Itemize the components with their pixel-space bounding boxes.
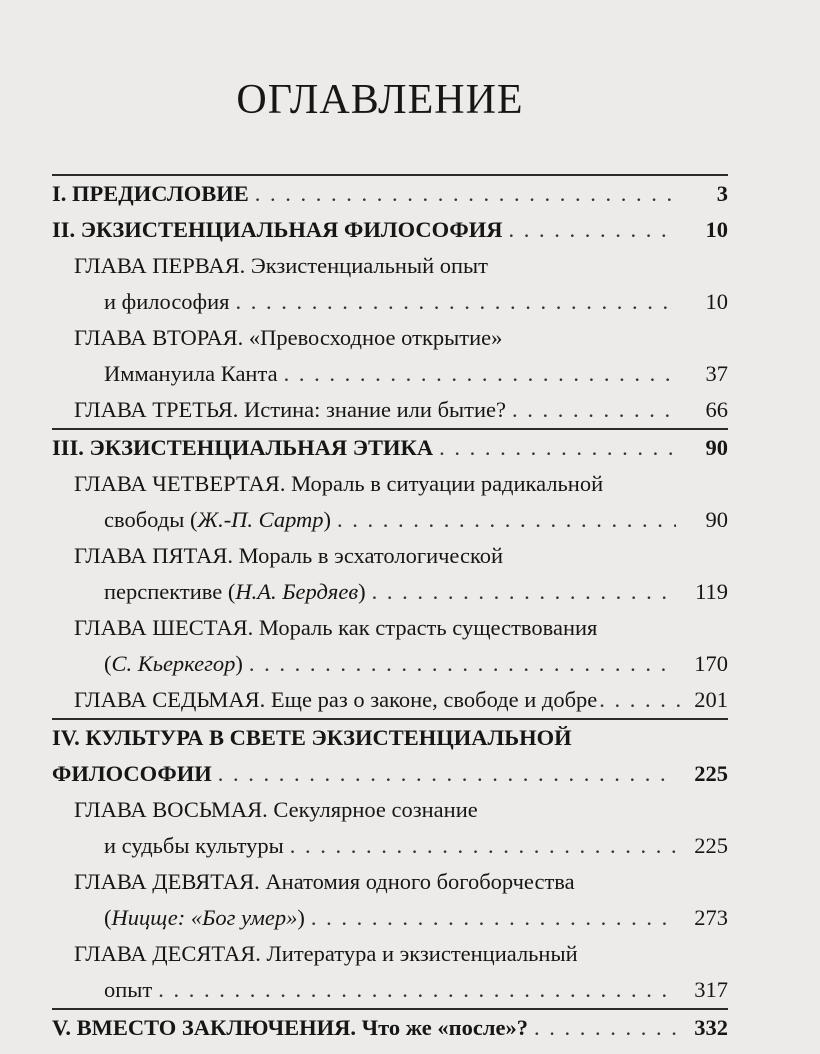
chapter-continuation-line bbox=[52, 646, 728, 682]
chapter-title-continued: опыт bbox=[104, 977, 153, 1002]
page-number: 332 bbox=[694, 1015, 728, 1040]
author-name: Ницще: «Бог умер» bbox=[111, 905, 298, 930]
chapter-title-line bbox=[52, 792, 728, 828]
leader-dots bbox=[284, 356, 676, 392]
leader-dots bbox=[158, 972, 676, 1008]
page-number: 10 bbox=[705, 217, 728, 242]
toc-chapter bbox=[52, 936, 728, 1008]
chapter-continuation-line bbox=[52, 900, 728, 936]
toc-section-row bbox=[52, 1010, 728, 1046]
chapter-continuation-line bbox=[52, 828, 728, 864]
leader-dots bbox=[236, 284, 676, 320]
toc-chapter bbox=[52, 864, 728, 936]
page-number: 90 bbox=[705, 507, 728, 532]
toc-chapter bbox=[52, 682, 728, 718]
leader-dots bbox=[337, 502, 676, 538]
leader-dots bbox=[290, 828, 676, 864]
chapter-title: ГЛАВА ШЕСТАЯ. Мораль как страсть существования bbox=[74, 615, 598, 640]
page-number: 201 bbox=[694, 687, 728, 712]
toc-chapter bbox=[52, 320, 728, 392]
chapter-title-line bbox=[52, 538, 728, 574]
toc-chapter bbox=[52, 466, 728, 538]
chapter-continuation-line bbox=[52, 284, 728, 320]
chapter-title-line bbox=[52, 392, 728, 428]
toc-chapter bbox=[52, 538, 728, 610]
chapter-title: ГЛАВА ТРЕТЬЯ. Истина: знание или бытие? bbox=[74, 397, 506, 422]
page-number: 119 bbox=[695, 579, 728, 604]
chapter-title-continued: свободы (Ж.-П. Сартр) bbox=[104, 507, 332, 532]
chapter-title-continued: и судьбы культуры bbox=[104, 833, 284, 858]
toc-section bbox=[52, 428, 728, 466]
page-title: ОГЛАВЛЕНИЕ bbox=[236, 77, 524, 123]
toc-section-row bbox=[52, 430, 728, 466]
leader-dots bbox=[508, 212, 676, 248]
leader-dots bbox=[311, 900, 676, 936]
toc-section bbox=[52, 212, 728, 248]
chapter-title: ГЛАВА ВОСЬМАЯ. Секулярное сознание bbox=[74, 797, 478, 822]
toc-chapter bbox=[52, 392, 728, 428]
toc-section-row bbox=[52, 176, 728, 212]
leader-dots bbox=[599, 682, 680, 718]
chapter-title: ГЛАВА ДЕСЯТАЯ. Литература и экзистенциальный bbox=[74, 941, 578, 966]
chapter-title-continued: (С. Кьеркегор) bbox=[104, 651, 243, 676]
chapter-continuation-line bbox=[52, 574, 728, 610]
section-title: V. ВМЕСТО ЗАКЛЮЧЕНИЯ. Что же «после»? bbox=[52, 1015, 528, 1040]
toc-section-row-continued bbox=[52, 756, 728, 792]
section-title: IV. КУЛЬТУРА В СВЕТЕ ЭКЗИСТЕНЦИАЛЬНОЙ bbox=[52, 725, 572, 750]
toc-chapter bbox=[52, 248, 728, 320]
section-title-continued: ФИЛОСОФИИ bbox=[52, 761, 212, 786]
author-name: С. Кьеркегор bbox=[111, 651, 236, 676]
leader-dots bbox=[249, 646, 676, 682]
page-number: 273 bbox=[694, 905, 728, 930]
page-number: 225 bbox=[694, 761, 728, 786]
page-number: 317 bbox=[694, 977, 728, 1002]
chapter-title: ГЛАВА ДЕВЯТАЯ. Анатомия одного богоборчества bbox=[74, 869, 575, 894]
chapter-title-line bbox=[52, 936, 728, 972]
author-name: Н.А. Бердяев bbox=[235, 579, 359, 604]
section-title: I. ПРЕДИСЛОВИЕ bbox=[52, 181, 249, 206]
chapter-continuation-line bbox=[52, 502, 728, 538]
page-number: 170 bbox=[694, 651, 728, 676]
page-number: 3 bbox=[716, 181, 728, 206]
chapter-title: ГЛАВА ПЕРВАЯ. Экзистенциальный опыт bbox=[74, 253, 488, 278]
toc-section bbox=[52, 718, 728, 792]
chapter-title-continued: (Ницще: «Бог умер») bbox=[104, 905, 305, 930]
leader-dots bbox=[534, 1010, 676, 1046]
leader-dots bbox=[439, 430, 676, 466]
section-title: II. ЭКЗИСТЕНЦИАЛЬНАЯ ФИЛОСОФИЯ bbox=[52, 217, 503, 242]
chapter-title: ГЛАВА СЕДЬМАЯ. Еще раз о законе, свободе и добре bbox=[74, 687, 598, 712]
leader-dots bbox=[372, 574, 676, 610]
chapter-continuation-line bbox=[52, 972, 728, 1008]
toc-chapter bbox=[52, 792, 728, 864]
toc-section bbox=[52, 174, 728, 212]
chapter-title-line bbox=[52, 248, 728, 284]
page-number: 225 bbox=[694, 833, 728, 858]
chapter-title-continued: перспективе (Н.А. Бердяев) bbox=[104, 579, 366, 604]
chapter-title-line bbox=[52, 864, 728, 900]
page-number: 66 bbox=[705, 397, 728, 422]
chapter-title: ГЛАВА ЧЕТВЕРТАЯ. Мораль в ситуации радикальной bbox=[74, 471, 604, 496]
leader-dots bbox=[512, 392, 676, 428]
chapter-title: ГЛАВА ВТОРАЯ. «Превосходное открытие» bbox=[74, 325, 503, 350]
chapter-title-continued: Иммануила Канта bbox=[104, 361, 278, 386]
author-name: Ж.-П. Сартр bbox=[197, 507, 324, 532]
toc-section bbox=[52, 1008, 728, 1046]
toc-section-row bbox=[52, 720, 728, 756]
page-number: 10 bbox=[705, 289, 728, 314]
leader-dots bbox=[255, 176, 676, 212]
chapter-title: ГЛАВА ПЯТАЯ. Мораль в эсхатологической bbox=[74, 543, 504, 568]
toc-section-row bbox=[52, 212, 728, 248]
page-number: 90 bbox=[705, 435, 728, 460]
chapter-title-line bbox=[52, 682, 728, 718]
chapter-title-line bbox=[52, 466, 728, 502]
toc-chapter bbox=[52, 610, 728, 682]
section-title: III. ЭКЗИСТЕНЦИАЛЬНАЯ ЭТИКА bbox=[52, 435, 434, 460]
chapter-title-continued: и философия bbox=[104, 289, 230, 314]
table-of-contents bbox=[52, 174, 728, 1046]
chapter-continuation-line bbox=[52, 356, 728, 392]
leader-dots bbox=[218, 756, 676, 792]
chapter-title-line bbox=[52, 320, 728, 356]
page-number: 37 bbox=[705, 361, 728, 386]
chapter-title-line bbox=[52, 610, 728, 646]
